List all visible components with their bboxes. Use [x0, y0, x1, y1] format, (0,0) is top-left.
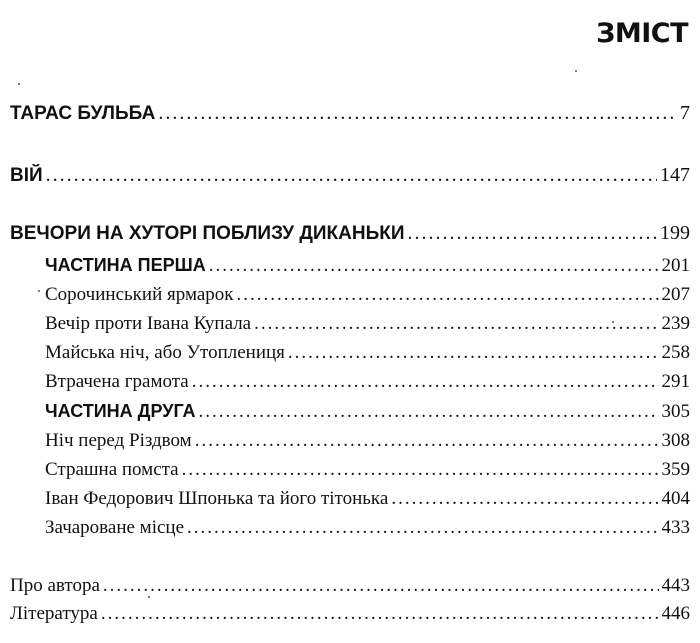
dot-leader [101, 603, 659, 625]
scan-speck [148, 596, 150, 598]
toc-entry-page: 308 [661, 430, 690, 451]
toc-entry-page: 147 [660, 164, 690, 186]
scan-speck [38, 290, 40, 292]
dot-leader [195, 430, 659, 452]
page-title: ЗМІСТ [596, 18, 688, 49]
dot-leader [237, 284, 659, 306]
toc-entry-page: 239 [661, 313, 690, 334]
toc-entry-page: 305 [661, 401, 690, 422]
toc-entry-page: 207 [661, 284, 690, 305]
toc-entry-title: Зачароване місце [45, 517, 185, 538]
toc-entry-page: 359 [661, 459, 690, 480]
dot-leader [391, 488, 658, 510]
dot-leader [209, 255, 659, 277]
toc-entry-page: 433 [661, 517, 690, 538]
dot-leader [46, 164, 657, 187]
toc-entry-page: 404 [661, 488, 690, 509]
toc-entry-page: 446 [661, 603, 690, 624]
toc-entry-title: Ніч перед Різдвом [45, 430, 192, 451]
toc-entry-evenings [10, 222, 690, 245]
toc-entry-title: Страшна помста [45, 459, 179, 480]
dot-leader [158, 102, 677, 125]
scan-speck [612, 321, 614, 323]
toc-entry-page: 7 [680, 102, 690, 124]
toc-entry-terrible-vengeance [45, 459, 690, 481]
toc-entry-title: Майська ніч, або Утоплениця [45, 342, 285, 363]
toc-entry-title: Іван Федорович Шпонька та його тітонька [45, 488, 389, 509]
scan-speck [575, 70, 577, 72]
toc-entry-title: ВІЙ [10, 165, 43, 186]
dot-leader [408, 222, 657, 245]
toc-entry-lost-letter [45, 371, 690, 393]
toc-entry-page: 443 [661, 575, 690, 596]
toc-entry-title: Вечір проти Івана Купала [45, 313, 252, 334]
dot-leader [192, 371, 659, 393]
dot-leader [254, 313, 658, 335]
toc-entry-title: ВЕЧОРИ НА ХУТОРІ ПОБЛИЗУ ДИКАНЬКИ [10, 223, 405, 244]
toc-entry-about-author [10, 575, 690, 597]
dot-leader [199, 401, 659, 423]
toc-entry-title: ЧАСТИНА ДРУГА [45, 401, 196, 421]
toc-entry-viy [10, 164, 690, 187]
toc-entry-title: Втрачена грамота [45, 371, 189, 392]
toc-entry-page: 291 [661, 371, 690, 392]
toc-entry-part-two [45, 401, 690, 423]
toc-entry-title: Про автора [10, 575, 100, 596]
scan-speck [18, 83, 20, 85]
toc-entry-taras-bulba [10, 102, 690, 125]
toc-entry-part-one [45, 255, 690, 277]
toc-entry-shponka [45, 488, 690, 510]
toc-entry-enchanted-place [45, 517, 690, 539]
toc-entry-page: 199 [660, 222, 690, 244]
toc-entry-title: ЧАСТИНА ПЕРША [45, 255, 206, 275]
toc-entry-literature [10, 603, 690, 625]
toc-entry-page: 201 [661, 255, 690, 276]
toc-entry-sorochyntsi-fair [45, 284, 690, 306]
dot-leader [182, 459, 659, 481]
toc-entry-may-night [45, 342, 690, 364]
dot-leader [288, 342, 659, 364]
dot-leader [187, 517, 658, 539]
toc-entry-title: Сорочинський ярмарок [45, 284, 234, 305]
toc-entry-christmas-eve [45, 430, 690, 452]
toc-entry-ivan-kupala-eve [45, 313, 690, 335]
toc-entry-title: Література [10, 603, 98, 624]
toc-entry-page: 258 [661, 342, 690, 363]
toc-entry-title: ТАРАС БУЛЬБА [10, 103, 156, 124]
dot-leader [103, 575, 659, 597]
